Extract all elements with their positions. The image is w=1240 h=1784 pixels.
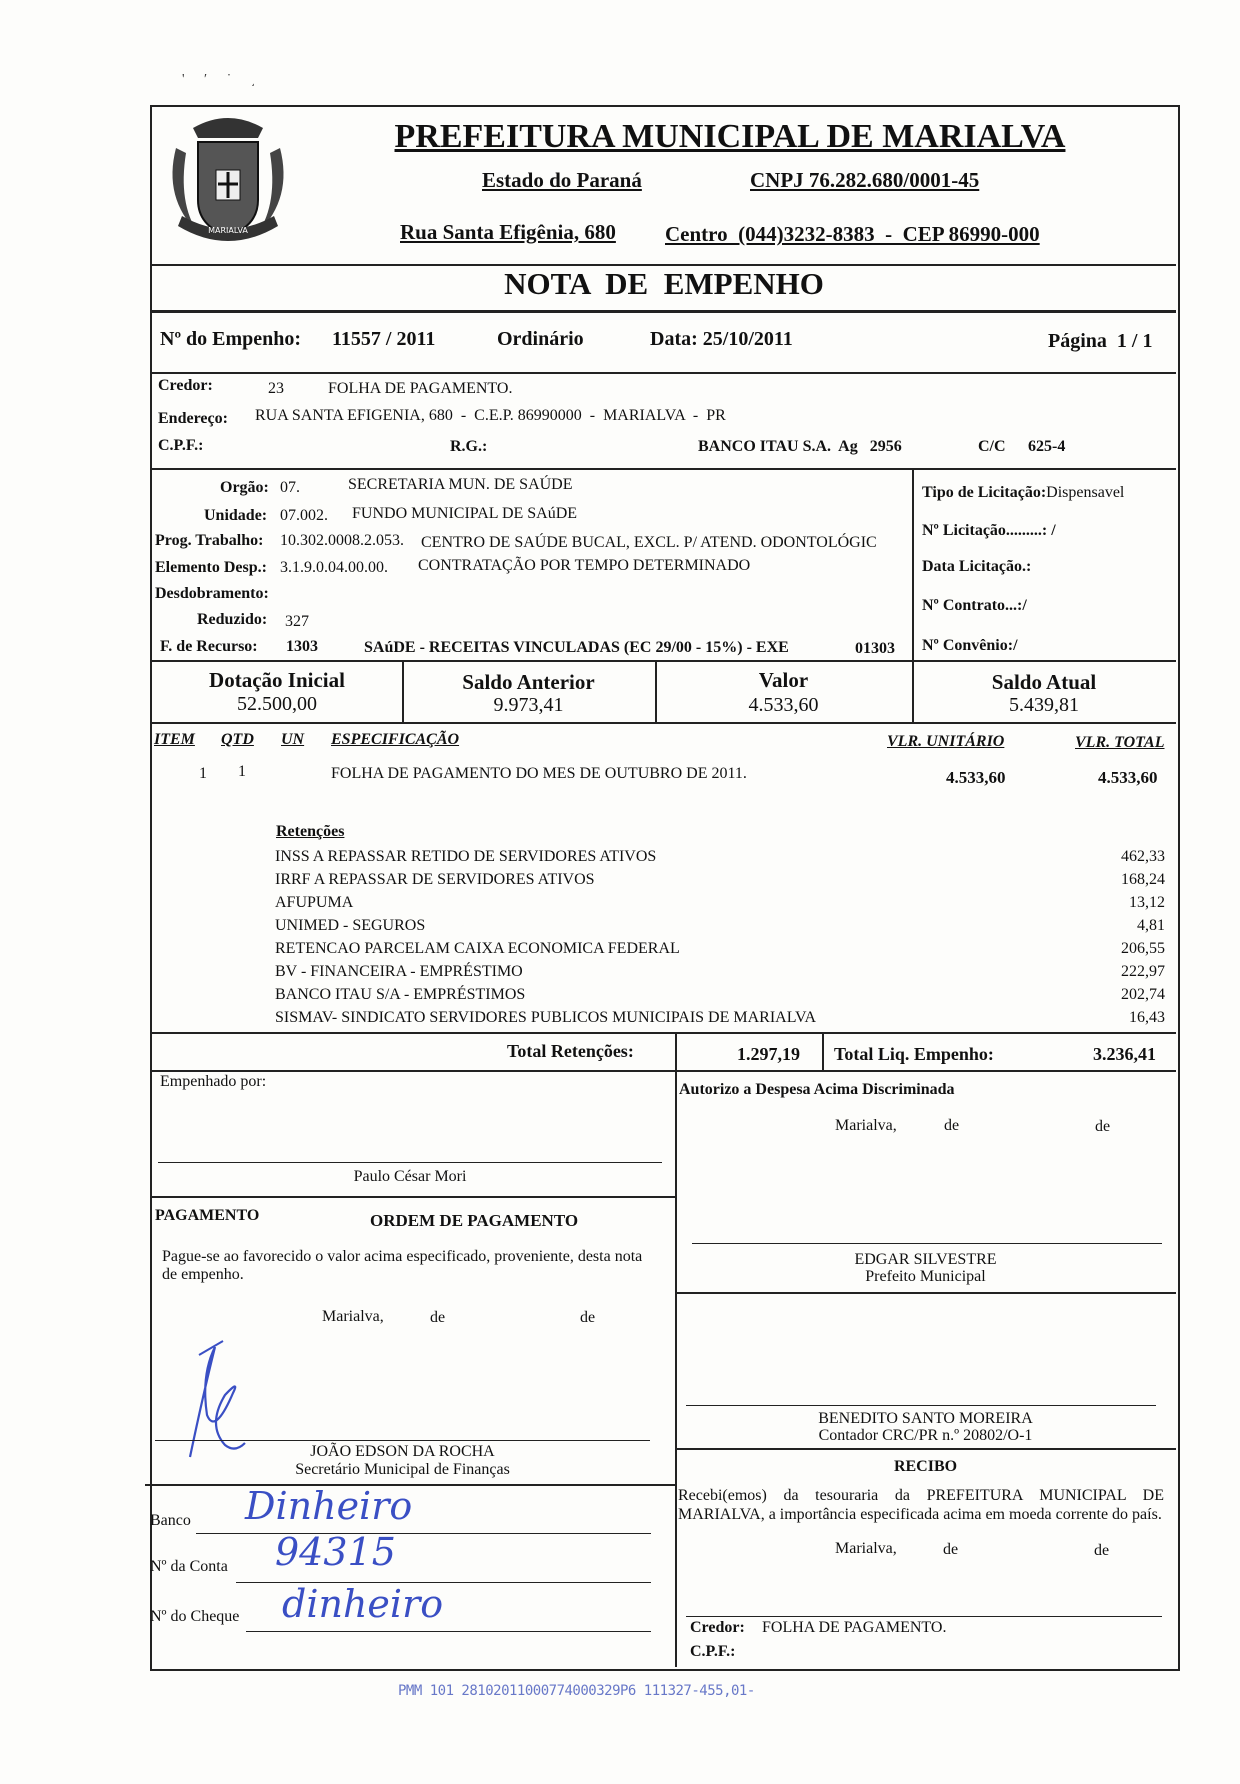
recurso-name: SAúDE - RECEITAS VINCULADAS (EC 29/00 - 15%) - EXE <box>364 639 789 656</box>
credor-code: 23 <box>268 380 284 397</box>
col-un: UN <box>281 731 305 748</box>
prog-code: 10.302.0008.2.053. <box>280 532 404 549</box>
autorizo-title: Autorizo a Despesa Acima Discriminada <box>679 1081 955 1098</box>
reduzido-label: Reduzido: <box>197 611 268 628</box>
prog-label: Prog. Trabalho: <box>155 532 264 549</box>
convenio-number: Nº Convênio:/ <box>922 637 1018 654</box>
date-de: de <box>943 1541 959 1558</box>
item-unit-value: 4.533,60 <box>946 768 1006 787</box>
secretario-block <box>155 1443 650 1479</box>
saldo-anterior-value: 9.973,41 <box>493 694 564 716</box>
dotacao-value: 52.500,00 <box>237 693 317 715</box>
date-de: de <box>944 1117 960 1134</box>
recurso-number: 01303 <box>855 640 895 657</box>
retencao-row: RETENCAO PARCELAM CAIXA ECONOMICA FEDERAL 206,55 <box>275 940 1165 957</box>
banco-handwritten: Dinheiro <box>245 1484 413 1528</box>
recibo-text: Recebi(emos) da tesouraria da PREFEITURA MUNICIPAL DE MARIALVA, a importância especificada acima em moeda corrente do país. <box>678 1487 1164 1523</box>
contador-block <box>675 1410 1176 1444</box>
date-de: de <box>430 1309 446 1326</box>
recurso-code: 1303 <box>286 638 318 655</box>
cc-number: 625-4 <box>1028 438 1066 455</box>
total-retencoes-label: Total Retenções: <box>507 1041 634 1061</box>
place-date: Marialva, <box>835 1117 897 1134</box>
total-liquido-value: 3.236,41 <box>1093 1044 1156 1064</box>
retencao-row: UNIMED - SEGUROS 4,81 <box>275 917 1165 934</box>
page-title: PREFEITURA MUNICIPAL DE MARIALVA <box>394 118 1066 155</box>
reduzido-value: 327 <box>285 613 309 630</box>
empenho-date: Data: 25/10/2011 <box>650 328 793 350</box>
secretario-title: Secretário Municipal de Finanças <box>295 1461 510 1478</box>
item-total-value: 4.533,60 <box>1098 768 1158 787</box>
unidade-code: 07.002. <box>280 507 328 524</box>
orgao-label: Orgão: <box>220 479 269 496</box>
conta-label: Nº da Conta <box>150 1558 228 1575</box>
place-date: Marialva, <box>322 1308 384 1325</box>
desdobramento-label: Desdobramento: <box>155 585 269 602</box>
elemento-label: Elemento Desp.: <box>155 559 267 576</box>
cheque-label: Nº do Cheque <box>150 1608 240 1625</box>
elemento-name: CONTRATAÇÃO POR TEMPO DETERMINADO <box>418 557 751 574</box>
cnpj: CNPJ 76.282.680/0001-45 <box>750 168 980 192</box>
coat-of-arms-logo <box>158 108 298 260</box>
empenho-number: 11557 / 2011 <box>332 328 436 350</box>
total-retencoes-value: 1.297,19 <box>737 1044 800 1064</box>
credor-name: FOLHA DE PAGAMENTO. <box>328 380 513 397</box>
contador-name: BENEDITO SANTO MOREIRA <box>818 1410 1033 1427</box>
retencao-row: IRRF A REPASSAR DE SERVIDORES ATIVOS 168,24 <box>275 871 1165 888</box>
pague-text: Pague-se ao favorecido o valor acima especificado, proveniente, desta nota de empenho. <box>162 1248 643 1283</box>
street-address: Rua Santa Efigênia, 680 <box>400 220 616 244</box>
cpf-label: C.P.F.: <box>158 437 204 454</box>
place-date: Marialva, <box>835 1540 897 1557</box>
unidade-name: FUNDO MUNICIPAL DE SAúDE <box>352 505 578 522</box>
item-description: FOLHA DE PAGAMENTO DO MES DE OUTUBRO DE 2011. <box>331 765 747 782</box>
orgao-code: 07. <box>280 479 300 496</box>
col-item: ITEM <box>154 731 195 748</box>
item-qtd: 1 <box>238 763 246 780</box>
contrato-number: Nº Contrato...:/ <box>922 597 1027 614</box>
retencao-row: BV - FINANCEIRA - EMPRÉSTIMO 222,97 <box>275 963 1165 980</box>
prefeito-name: EDGAR SILVESTRE <box>854 1251 997 1268</box>
conta-handwritten: 94315 <box>275 1530 396 1574</box>
address-label: Endereço: <box>158 410 228 427</box>
document-title: NOTA DE EMPENHO <box>504 266 824 301</box>
banco-label: Banco <box>150 1512 191 1529</box>
dotacao-label: Dotação Inicial <box>209 668 345 692</box>
empenho-type: Ordinário <box>497 328 584 350</box>
pagamento-title: PAGAMENTO <box>155 1207 260 1224</box>
prefeito-title: Prefeito Municipal <box>865 1268 986 1285</box>
saldo-anterior-label: Saldo Anterior <box>462 670 595 694</box>
date-de: de <box>580 1309 596 1326</box>
retencoes-list <box>275 845 1165 1029</box>
col-vlr-total: VLR. TOTAL <box>1075 734 1165 751</box>
retencao-row: INSS A REPASSAR RETIDO DE SERVIDORES ATIVOS 462,33 <box>275 848 1165 865</box>
valor-label: Valor <box>758 668 809 692</box>
svg-text:MARIALVA: MARIALVA <box>208 226 248 235</box>
cc-label: C/C <box>978 438 1006 455</box>
contact-address: Centro (044)3232-8383 - CEP 86990-000 <box>665 222 1040 246</box>
recibo-cpf-label: C.P.F.: <box>690 1643 736 1660</box>
licitacao-date: Data Licitação.: <box>922 558 1032 575</box>
saldo-atual-label: Saldo Atual <box>991 670 1097 694</box>
empenhado-name: Paulo César Mori <box>353 1168 467 1185</box>
credor-bank: BANCO ITAU S.A. Ag 2956 <box>698 438 902 455</box>
prog-name: CENTRO DE SAÚDE BUCAL, EXCL. P/ ATEND. ODONTOLÓGIC <box>421 534 877 551</box>
item-number: 1 <box>199 765 207 782</box>
licitacao-number: Nº Licitação.........: / <box>922 522 1056 539</box>
machine-stamp: PMM 101 28102011000774000329P6 111327-455,01- <box>398 1683 755 1699</box>
secretario-name: JOÃO EDSON DA ROCHA <box>310 1443 495 1460</box>
col-qtd: QTD <box>221 731 254 748</box>
total-liquido-label: Total Liq. Empenho: <box>834 1044 994 1064</box>
ordem-pagamento-title: ORDEM DE PAGAMENTO <box>370 1211 579 1230</box>
empenho-number-label: Nº do Empenho: <box>160 328 302 350</box>
empenhado-label: Empenhado por: <box>160 1073 267 1090</box>
unidade-label: Unidade: <box>204 507 268 524</box>
recurso-label: F. de Recurso: <box>160 638 258 655</box>
date-de: de <box>1094 1542 1110 1559</box>
col-especificacao: ESPECIFICAÇÃO <box>331 731 460 748</box>
orgao-name: SECRETARIA MUN. DE SAÚDE <box>348 476 573 493</box>
elemento-code: 3.1.9.0.04.00.00. <box>280 559 388 576</box>
retencao-row: BANCO ITAU S/A - EMPRÉSTIMOS 202,74 <box>275 986 1165 1003</box>
state-name: Estado do Paraná <box>482 168 642 192</box>
retencao-row: SISMAV- SINDICATO SERVIDORES PUBLICOS MUNICIPAIS DE MARIALVA 16,43 <box>275 1009 1165 1026</box>
saldo-atual-value: 5.439,81 <box>1009 694 1079 716</box>
credor-address: RUA SANTA EFIGENIA, 680 - C.E.P. 86990000 - MARIALVA - PR <box>255 407 726 424</box>
retencao-row: AFUPUMA 13,12 <box>275 894 1165 911</box>
page-number: Página 1 / 1 <box>1048 330 1153 352</box>
credor-label: Credor: <box>158 377 213 394</box>
retencoes-title: Retenções <box>276 823 345 840</box>
col-vlr-unitario: VLR. UNITÁRIO <box>887 733 1005 750</box>
recibo-title: RECIBO <box>893 1458 958 1475</box>
contador-title: Contador CRC/PR n.º 20802/O-1 <box>818 1427 1033 1444</box>
date-de: de <box>1095 1118 1111 1135</box>
rg-label: R.G.: <box>450 438 488 455</box>
prefeito-block <box>675 1251 1176 1285</box>
licitacao-type-label: Tipo de Licitação:Dispensavel <box>922 484 1125 501</box>
recibo-credor-label: Credor: <box>690 1619 745 1636</box>
scan-specks: ' ′ ˙ ͵ <box>182 72 264 87</box>
valor-value: 4.533,60 <box>748 694 819 716</box>
cheque-handwritten: dinheiro <box>282 1582 444 1626</box>
recibo-credor-name: FOLHA DE PAGAMENTO. <box>762 1619 947 1636</box>
